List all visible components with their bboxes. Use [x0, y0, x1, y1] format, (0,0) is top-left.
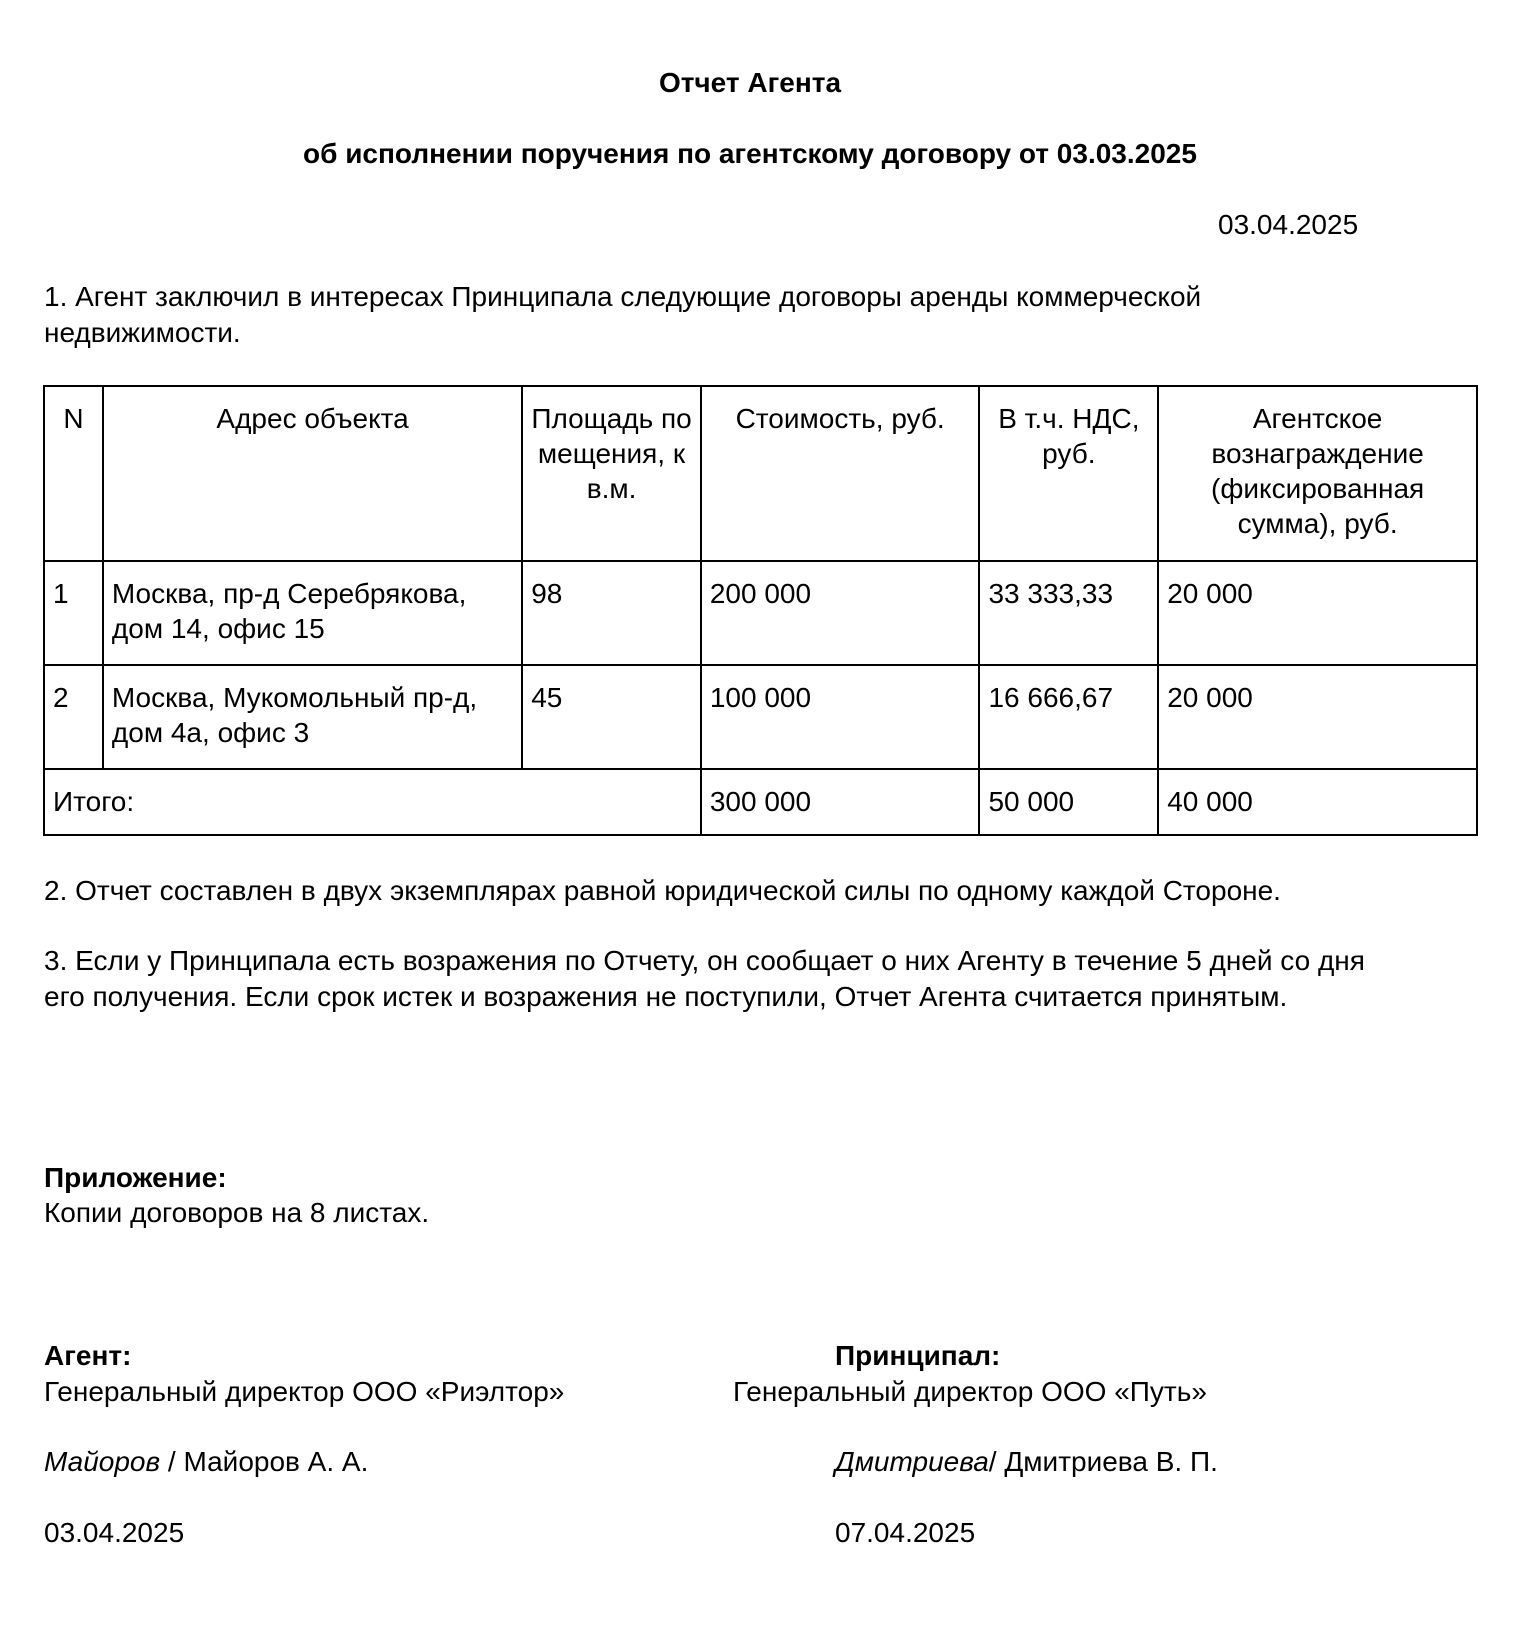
- cell-n: 1: [44, 561, 103, 665]
- clause-3-paragraph: 3. Если у Принципала есть возражения по Отчету, он сообщает о них Агенту в течение 5 дней со дня его получения. Если срок истек и возражения не поступили, Отчет Агента считается принятым.: [44, 945, 1365, 1012]
- agent-name: / Майоров А. А.: [160, 1446, 369, 1477]
- table-header-row: [44, 386, 1477, 561]
- appendix-text: Копии договоров на 8 листах.: [44, 1197, 430, 1228]
- document-title: Отчет Агента: [658, 67, 842, 98]
- cell-address: Москва, пр-д Серебрякова, дом 14, офис 15: [103, 561, 522, 665]
- column-header-address: Адрес объекта: [103, 386, 522, 561]
- agent-signature-line: [44, 1444, 368, 1480]
- cell-vat: 16 666,67: [979, 665, 1158, 769]
- table-row: [44, 561, 1477, 665]
- total-label: Итого:: [44, 769, 701, 835]
- cell-address: Москва, Мукомольный пр-д, дом 4а, офис 3: [103, 665, 522, 769]
- principal-name: / Дмитриева В. П.: [988, 1446, 1218, 1477]
- column-header-vat: В т.ч. НДС, руб.: [979, 386, 1158, 561]
- contracts-table: [43, 385, 1478, 836]
- principal-signature: Дмитриева: [835, 1446, 989, 1477]
- principal-role-label: Принципал:: [835, 1340, 1001, 1371]
- cell-fee: 20 000: [1158, 665, 1477, 769]
- column-header-n: N: [44, 386, 103, 561]
- intro-paragraph: 1. Агент заключил в интересах Принципала следующие договоры аренды коммерческой недвижимости.: [44, 281, 1202, 348]
- appendix-title: Приложение:: [44, 1162, 227, 1193]
- table-total-row: [44, 769, 1477, 835]
- principal-position: Генеральный директор ООО «Путь»: [733, 1376, 1207, 1407]
- principal-sign-date: 07.04.2025: [835, 1517, 976, 1548]
- column-header-cost: Стоимость, руб.: [701, 386, 980, 561]
- principal-signature-line: [835, 1444, 1218, 1480]
- total-vat: 50 000: [979, 769, 1158, 835]
- column-header-fee: Агентское вознаграждение (фиксированная сумма), руб.: [1158, 386, 1477, 561]
- cell-area: 45: [522, 665, 701, 769]
- document-subtitle: об исполнении поручения по агентскому договору от 03.03.2025: [303, 138, 1197, 169]
- cell-cost: 200 000: [701, 561, 980, 665]
- cell-fee: 20 000: [1158, 561, 1477, 665]
- cell-n: 2: [44, 665, 103, 769]
- report-date: 03.04.2025: [1218, 209, 1359, 240]
- table-row: [44, 665, 1477, 769]
- total-cost: 300 000: [701, 769, 980, 835]
- agent-position: Генеральный директор ООО «Риэлтор»: [44, 1376, 565, 1407]
- agent-sign-date: 03.04.2025: [44, 1517, 185, 1548]
- cell-vat: 33 333,33: [979, 561, 1158, 665]
- total-fee: 40 000: [1158, 769, 1477, 835]
- cell-area: 98: [522, 561, 701, 665]
- cell-cost: 100 000: [701, 665, 980, 769]
- agent-signature: Майоров: [44, 1446, 161, 1477]
- column-header-area: Площадь помещения, кв.м.: [522, 386, 701, 561]
- agent-role-label: Агент:: [44, 1340, 132, 1371]
- clause-2-paragraph: 2. Отчет составлен в двух экземплярах равной юридической силы по одному каждой Стороне.: [44, 875, 1281, 906]
